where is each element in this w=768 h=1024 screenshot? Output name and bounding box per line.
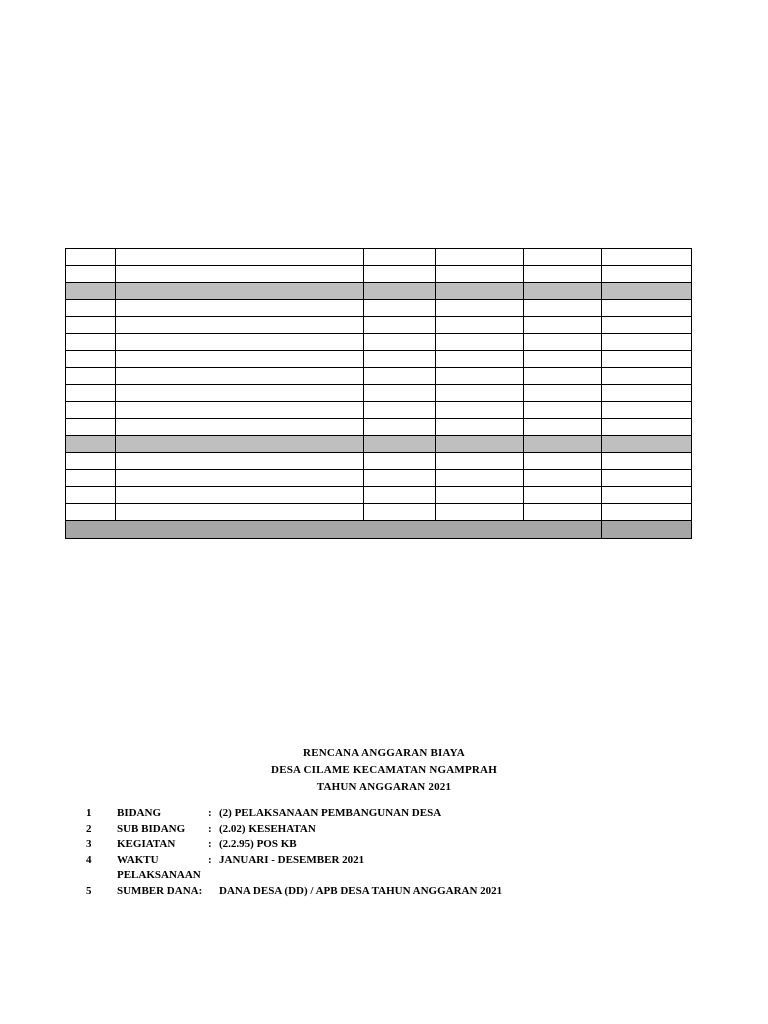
table-row [66,368,692,385]
info-number: 3 [86,838,92,850]
info-colon: : [208,807,212,819]
table-row [66,453,692,470]
table-section-row [66,283,692,300]
info-colon: : [208,838,212,850]
info-value: (2.2.95) POS KB [219,838,297,850]
table-row [66,334,692,351]
table-row [66,487,692,504]
document-header [0,745,768,796]
info-value: JANUARI - DESEMBER 2021 [219,853,365,866]
table-row [66,504,692,521]
info-label: WAKTU [117,853,159,866]
table-row [66,470,692,487]
info-label: KEGIATAN [117,838,176,850]
info-label: SUB BIDANG [117,822,186,835]
table-row [66,300,692,317]
table-row [66,385,692,402]
info-value: (2) PELAKSANAAN PEMBANGUNAN DESA [219,807,442,819]
document-subtitle-year: TAHUN ANGGARAN 2021 [316,781,452,793]
info-colon: : [208,822,212,835]
budget-table [65,248,692,539]
table-row [66,351,692,368]
table-total-row [66,521,692,539]
info-number: 5 [86,884,92,897]
info-number: 2 [86,822,92,835]
table-row [66,402,692,419]
table-row [66,317,692,334]
info-label: PELAKSANAAN [117,869,201,881]
info-value: (2.02) KESEHATAN [219,822,316,835]
info-colon: : [208,853,212,866]
table-row [66,266,692,283]
info-value: DANA DESA (DD) / APB DESA TAHUN ANGGARAN 2021 [219,884,503,897]
table-section-row [66,436,692,453]
info-number: 1 [86,807,92,819]
info-label: BIDANG [117,807,162,819]
table-row [66,249,692,266]
document-subtitle-village: DESA CILAME KECAMATAN NGAMPRAH [271,764,497,776]
table-row [66,419,692,436]
info-number: 4 [86,853,92,866]
document-title: RENCANA ANGGARAN BIAYA [303,747,465,759]
info-label: SUMBER DANA: [117,884,203,897]
